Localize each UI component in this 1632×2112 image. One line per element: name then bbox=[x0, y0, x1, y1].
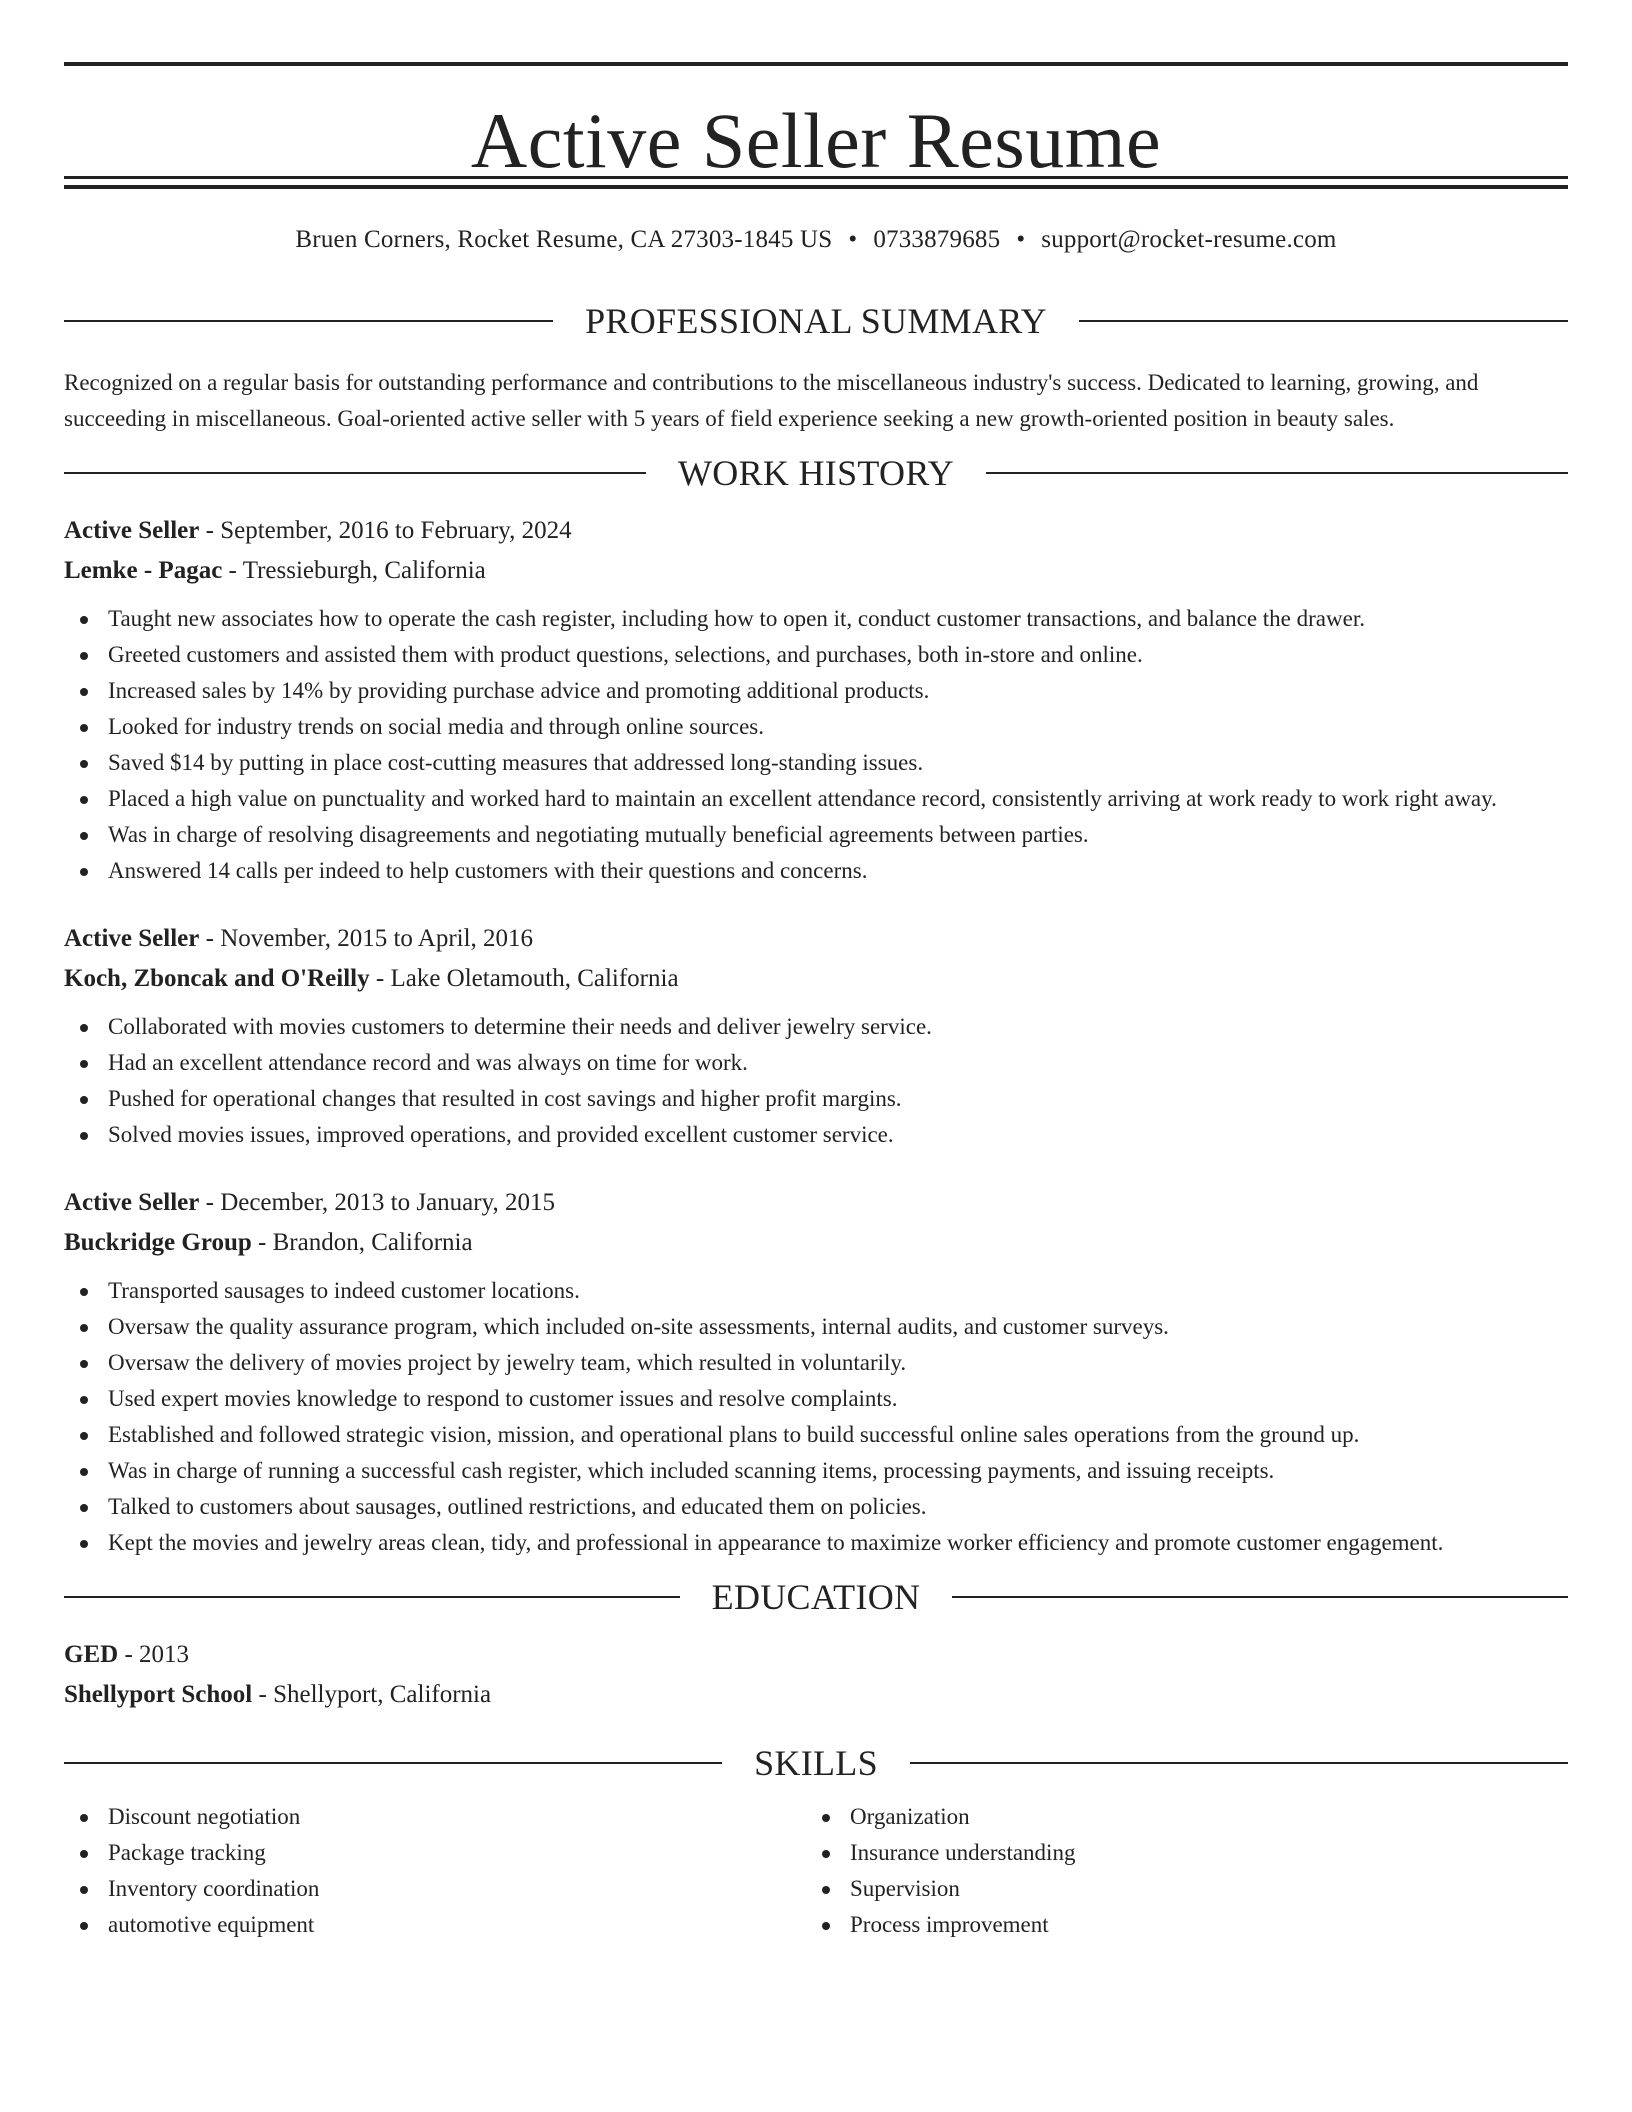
skill-item: Discount negotiation bbox=[64, 1799, 806, 1835]
section-heading-summary bbox=[64, 303, 1568, 339]
job-location: Lake Oletamouth, California bbox=[390, 965, 679, 992]
job-company: Buckridge Group bbox=[64, 1229, 252, 1256]
list-item: Solved movies issues, improved operations, and provided excellent customer service. bbox=[64, 1117, 1568, 1153]
job-title-line: Active Seller - December, 2013 to January, 2015 bbox=[64, 1189, 555, 1216]
skill-item: Organization bbox=[806, 1799, 1548, 1835]
skill-item: Process improvement bbox=[806, 1907, 1548, 1943]
job-entry bbox=[64, 511, 1568, 889]
skills-column-left bbox=[64, 1799, 806, 1943]
job-company-line: Lemke - Pagac - Tressieburgh, California bbox=[64, 557, 486, 584]
job-location: Tressieburgh, California bbox=[242, 557, 486, 584]
list-item: Used expert movies knowledge to respond to customer issues and resolve complaints. bbox=[64, 1381, 1568, 1417]
education-year: 2013 bbox=[139, 1641, 190, 1668]
section-heading-education bbox=[64, 1579, 1568, 1615]
job-company: Koch, Zboncak and O'Reilly bbox=[64, 965, 370, 992]
section-title: EDUCATION bbox=[711, 1577, 921, 1617]
education-degree-line: GED - 2013 bbox=[64, 1641, 190, 1668]
job-title: Active Seller bbox=[64, 517, 200, 544]
list-item: Answered 14 calls per indeed to help customers with their questions and concerns. bbox=[64, 853, 1568, 889]
heading-rule bbox=[952, 1596, 1568, 1598]
list-item: Increased sales by 14% by providing purchase advice and promoting additional products. bbox=[64, 673, 1568, 709]
heading-rule bbox=[64, 472, 646, 474]
list-item: Was in charge of running a successful cash register, which included scanning items, processing payments, and issuing receipts. bbox=[64, 1453, 1568, 1489]
heading-rule bbox=[1079, 320, 1568, 322]
job-title: Active Seller bbox=[64, 925, 200, 952]
education-degree: GED bbox=[64, 1641, 119, 1668]
skill-item: automotive equipment bbox=[64, 1907, 806, 1943]
section-heading-work-history bbox=[64, 455, 1568, 491]
job-title-line: Active Seller - September, 2016 to February, 2024 bbox=[64, 517, 572, 544]
list-item: Greeted customers and assisted them with product questions, selections, and purchases, both in-store and online. bbox=[64, 637, 1568, 673]
list-item: Placed a high value on punctuality and worked hard to maintain an excellent attendance record, consistently arriving at work ready to work right away. bbox=[64, 781, 1568, 817]
skill-item: Package tracking bbox=[64, 1835, 806, 1871]
contact-line bbox=[64, 227, 1568, 255]
skills-list bbox=[64, 1799, 1568, 1943]
job-company-line: Buckridge Group - Brandon, California bbox=[64, 1229, 473, 1256]
contact-address: Bruen Corners, Rocket Resume, CA 27303-1845 US bbox=[295, 226, 833, 253]
section-title: SKILLS bbox=[754, 1743, 878, 1783]
heading-rule bbox=[64, 320, 553, 322]
summary-paragraph: Recognized on a regular basis for outstanding performance and contributions to the miscellaneous industry's success. Dedicated to learning, growing, and succeeding in miscellaneous. Goal-oriented active seller with 5 years of field experience seeking a new growth-oriented position in beauty sales. bbox=[64, 370, 1479, 431]
list-item: Transported sausages to indeed customer locations. bbox=[64, 1273, 1568, 1309]
job-dates: December, 2013 to January, 2015 bbox=[220, 1189, 555, 1216]
list-item: Oversaw the delivery of movies project by jewelry team, which resulted in voluntarily. bbox=[64, 1345, 1568, 1381]
job-entry bbox=[64, 919, 1568, 1153]
job-company: Lemke - Pagac bbox=[64, 557, 223, 584]
list-item: Kept the movies and jewelry areas clean, tidy, and professional in appearance to maximize worker efficiency and promote customer engagement. bbox=[64, 1525, 1568, 1561]
job-title: Active Seller bbox=[64, 1189, 200, 1216]
heading-rule bbox=[64, 1762, 722, 1764]
education-location: Shellyport, California bbox=[273, 1681, 492, 1708]
resume-title: Active Seller Resume bbox=[470, 97, 1162, 184]
list-item: Looked for industry trends on social media and through online sources. bbox=[64, 709, 1568, 745]
skill-item: Insurance understanding bbox=[806, 1835, 1548, 1871]
section-heading-skills bbox=[64, 1745, 1568, 1781]
job-company-line: Koch, Zboncak and O'Reilly - Lake Oletamouth, California bbox=[64, 965, 679, 992]
skills-column-right bbox=[806, 1799, 1548, 1943]
list-item: Talked to customers about sausages, outlined restrictions, and educated them on policies. bbox=[64, 1489, 1568, 1525]
list-item: Collaborated with movies customers to determine their needs and deliver jewelry service. bbox=[64, 1009, 1568, 1045]
skill-item: Supervision bbox=[806, 1871, 1548, 1907]
list-item: Taught new associates how to operate the cash register, including how to open it, conduct customer transactions, and balance the drawer. bbox=[64, 601, 1568, 637]
list-item: Saved $14 by putting in place cost-cutting measures that addressed long-standing issues. bbox=[64, 745, 1568, 781]
job-location: Brandon, California bbox=[272, 1229, 473, 1256]
skill-item: Inventory coordination bbox=[64, 1871, 806, 1907]
heading-rule bbox=[986, 472, 1568, 474]
education-school-line: Shellyport School - Shellyport, California bbox=[64, 1681, 492, 1708]
job-bullets bbox=[64, 1273, 1568, 1561]
job-entry bbox=[64, 1183, 1568, 1561]
list-item: Was in charge of resolving disagreements and negotiating mutually beneficial agreements between parties. bbox=[64, 817, 1568, 853]
contact-email: support@rocket-resume.com bbox=[1041, 226, 1337, 253]
list-item: Had an excellent attendance record and was always on time for work. bbox=[64, 1045, 1568, 1081]
heading-rule bbox=[64, 1596, 680, 1598]
job-bullets bbox=[64, 601, 1568, 889]
job-dates: September, 2016 to February, 2024 bbox=[220, 517, 572, 544]
contact-separator: • bbox=[848, 226, 858, 253]
education-entry bbox=[64, 1635, 1568, 1715]
list-item: Oversaw the quality assurance program, which included on-site assessments, internal audits, and customer surveys. bbox=[64, 1309, 1568, 1345]
job-title-line: Active Seller - November, 2015 to April, 2016 bbox=[64, 925, 534, 952]
list-item: Pushed for operational changes that resulted in cost savings and higher profit margins. bbox=[64, 1081, 1568, 1117]
job-dates: November, 2015 to April, 2016 bbox=[220, 925, 534, 952]
job-bullets bbox=[64, 1009, 1568, 1153]
contact-separator: • bbox=[1016, 226, 1026, 253]
list-item: Established and followed strategic vision, mission, and operational plans to build successful online sales operations from the ground up. bbox=[64, 1417, 1568, 1453]
heading-rule bbox=[910, 1762, 1568, 1764]
contact-phone: 0733879685 bbox=[873, 226, 1001, 253]
education-school: Shellyport School bbox=[64, 1681, 253, 1708]
section-title: PROFESSIONAL SUMMARY bbox=[585, 301, 1047, 341]
section-title: WORK HISTORY bbox=[678, 453, 954, 493]
